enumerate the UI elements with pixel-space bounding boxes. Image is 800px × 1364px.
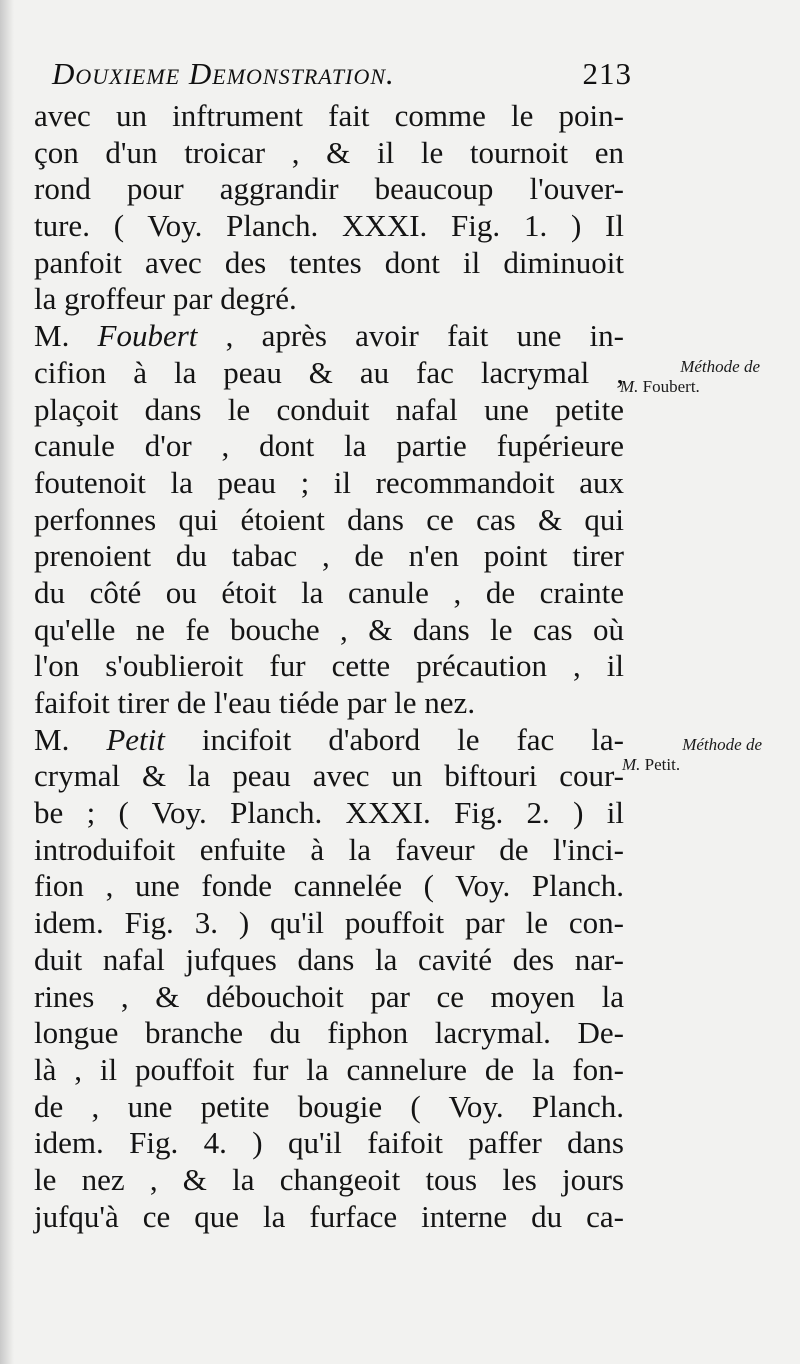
margin-note-heading: Méthode de	[682, 735, 762, 754]
text-line: be ; ( Voy. Planch. XXXI. Fig. 2. ) il	[34, 795, 624, 831]
text-line: panfoit avec des tentes dont il diminuoit	[34, 244, 624, 280]
text-line: rond pour aggrandir beaucoup l'ouver-	[34, 171, 624, 207]
text-line: longue branche du fiphon lacrymal. De-	[34, 1015, 624, 1051]
margin-note-heading: Méthode de	[680, 357, 760, 376]
text-line: introduifoit enfuite à la faveur de l'inci-	[34, 831, 624, 867]
text-line: rines , & débouchoit par ce moyen la	[34, 978, 624, 1014]
text-line: jufqu'à ce que la furface interne du ca-	[34, 1198, 624, 1234]
text-line: le nez , & la changeoit tous les jours	[34, 1161, 624, 1197]
text-line: perfonnes qui étoient dans ce cas & qui	[34, 501, 624, 537]
text-line: avec un inftrument fait comme le poin-	[34, 98, 624, 133]
text-line: crymal & la peau avec un biftouri cour-	[34, 758, 624, 794]
body-text	[34, 98, 624, 1235]
running-head-title: Douxieme Demonstration.	[52, 56, 395, 91]
text-line: qu'elle ne fe bouche , & dans le cas où	[34, 611, 624, 647]
text-line: canule d'or , dont la partie fupérieure	[34, 428, 624, 464]
margin-note-name-line: M. Petit.	[622, 755, 681, 774]
text-line: duit nafal jufques dans la cavité des nar-	[34, 941, 624, 977]
text-line: foutenoit la peau ; il recommandoit aux	[34, 464, 624, 500]
text-line: prenoient du tabac , de n'en point tirer	[34, 538, 624, 574]
text-line: la groffeur par degré.	[34, 281, 297, 317]
margin-note-name-line: M. Foubert.	[620, 377, 700, 396]
running-head	[52, 56, 632, 100]
text-line: çon d'un troicar , & il le tournoit en	[34, 134, 624, 170]
text-line: de , une petite bougie ( Voy. Planch.	[34, 1088, 624, 1124]
text-line: M. Foubert , après avoir fait une in-	[34, 318, 624, 354]
text-line: idem. Fig. 3. ) qu'il pouffoit par le con-	[34, 905, 624, 941]
text-line: M. Petit incifoit d'abord le fac la-	[34, 721, 624, 757]
margin-note-petit	[622, 735, 762, 775]
text-line: ture. ( Voy. Planch. XXXI. Fig. 1. ) Il	[34, 208, 624, 244]
text-line: là , il pouffoit fur la cannelure de la fon-	[34, 1051, 624, 1087]
text-line: idem. Fig. 4. ) qu'il faifoit paffer dans	[34, 1125, 624, 1161]
text-line: cifion à la peau & au fac lacrymal ,	[34, 354, 624, 390]
margin-note-foubert	[620, 357, 760, 397]
text-line: l'on s'oublieroit fur cette précaution , il	[34, 648, 624, 684]
text-line: plaçoit dans le conduit nafal une petite	[34, 391, 624, 427]
text-line: fion , une fonde cannelée ( Voy. Planch.	[34, 868, 624, 904]
text-line: du côté ou étoit la canule , de crainte	[34, 574, 624, 610]
page-number: 213	[582, 56, 632, 91]
text-line: faifoit tirer de l'eau tiéde par le nez.	[34, 685, 476, 720]
